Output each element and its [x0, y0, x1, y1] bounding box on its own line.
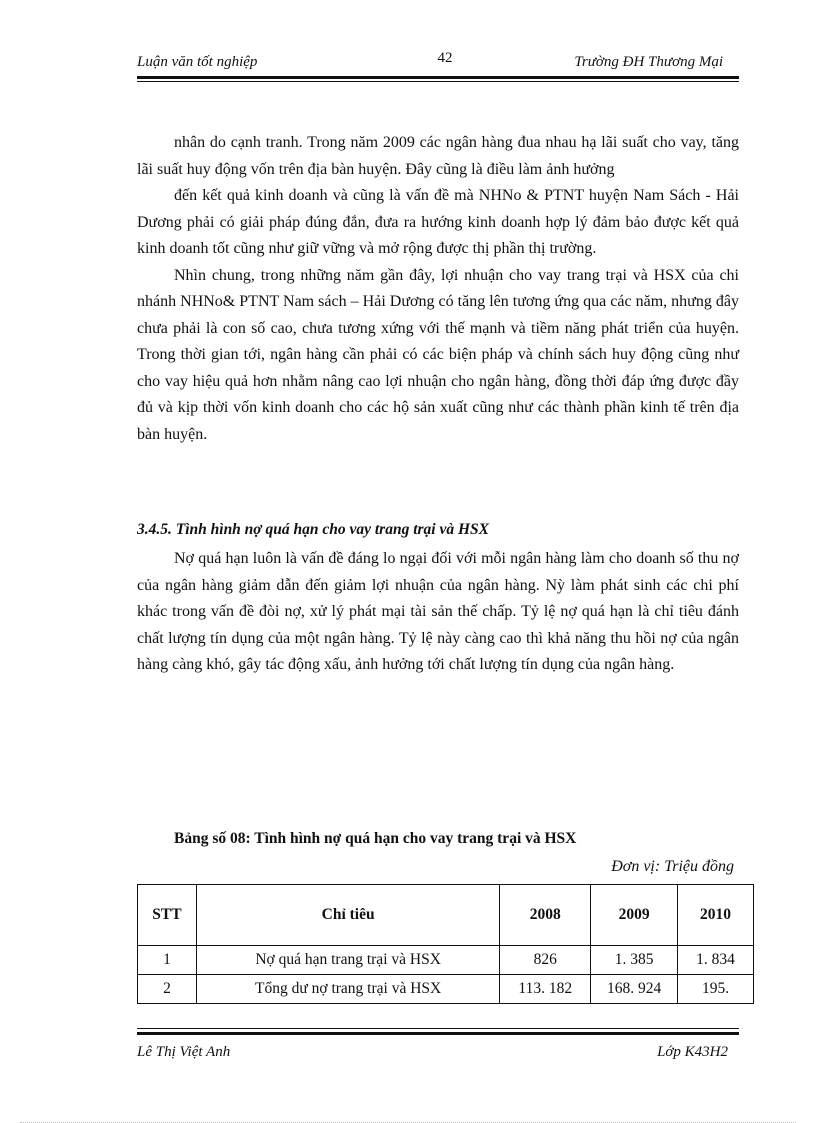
body-text-block — [137, 130, 739, 448]
table-cell: 2 — [138, 975, 197, 1004]
table-cell: Tổng dư nợ trang trại và HSX — [196, 975, 499, 1004]
column-header: 2009 — [591, 885, 678, 946]
footer-rule-thick — [137, 1032, 739, 1035]
table-cell: 826 — [500, 946, 591, 975]
data-table — [137, 884, 754, 1004]
table-header-row — [138, 885, 754, 946]
table-cell: 1. 385 — [591, 946, 678, 975]
table-caption: Bảng số 08: Tình hình nợ quá hạn cho vay trang trại và HSX — [174, 830, 577, 847]
column-header: 2008 — [500, 885, 591, 946]
column-header: STT — [138, 885, 197, 946]
paragraph-3: Nhìn chung, trong những năm gần đây, lợi nhuận cho vay trang trại và HSX của chi nhánh NHNo& PTNT Nam sách – Hải Dương có tăng lên tương ứng qua các năm, nhưng đây chưa phải là con số cao, chưa tương xứng với thế mạnh và tiềm năng phát triển của huyện. Trong thời gian tới, ngân hàng cần phải có các biện pháp và chính sách huy động cũng như cho vay hiệu quả hơn nhằm nâng cao lợi nhuận cho ngân hàng, đồng thời đáp ứng được đầy đủ và kịp thời vốn kinh doanh cho các hộ sản xuất cũng như các thành phần kinh tế trên địa bàn huyện. — [137, 266, 739, 443]
table-row — [138, 975, 754, 1004]
body-text-block-2 — [137, 546, 739, 679]
page-number: 42 — [437, 50, 453, 66]
header-rule-thin — [137, 81, 739, 82]
footer-class: Lớp K43H2 — [657, 1044, 728, 1060]
section-heading: 3.4.5. Tình hình nợ quá hạn cho vay trang trại và HSX — [137, 521, 489, 538]
column-header: 2010 — [678, 885, 754, 946]
table-row — [138, 946, 754, 975]
header-rule-thick — [137, 76, 739, 79]
header-right-title: Trường ĐH Thương Mại — [574, 54, 723, 70]
table-cell: 1. 834 — [678, 946, 754, 975]
footer-rule-thin — [137, 1028, 739, 1029]
table-cell: 168. 924 — [591, 975, 678, 1004]
table-cell: 195. — [678, 975, 754, 1004]
paragraph-2: đến kết quả kinh doanh và cũng là vấn đề mà NHNo & PTNT huyện Nam Sách - Hải Dương phải có giải pháp đúng đắn, đưa ra hướng kinh doanh hợp lý đảm bảo được kết quả kinh doanh tốt cũng như giữ vững và mở rộng được thị phần thị trường. — [137, 187, 739, 257]
table-cell: 1 — [138, 946, 197, 975]
table-unit-note: Đơn vị: Triệu đồng — [611, 858, 734, 875]
paragraph-1: nhân do cạnh tranh. Trong năm 2009 các ngân hàng đua nhau hạ lãi suất cho vay, tăng lãi suất huy động vốn trên địa bàn huyện. Đây cũng là điều làm ảnh hưởng — [137, 134, 739, 178]
table-cell: 113. 182 — [500, 975, 591, 1004]
footer-author: Lê Thị Việt Anh — [137, 1044, 231, 1060]
paragraph-4: Nợ quá hạn luôn là vấn đề đáng lo ngại đối với mỗi ngân hàng làm cho doanh số thu nợ của ngân hàng giảm dẫn đến giảm lợi nhuận của ngân hàng. Nỳ làm phát sinh các chi phí khác trong vấn đề đòi nợ, xử lý phát mại tài sản thế chấp. Tỷ lệ nợ quá hạn là chỉ tiêu đánh chất lượng tín dụng của một ngân hàng. Tỷ lệ này càng cao thì khả năng thu hồi nợ của ngân hàng càng khó, gây tác động xấu, ảnh hưởng tới chất lượng tín dụng của ngân hàng. — [137, 550, 739, 673]
header-left-title: Luận văn tốt nghiệp — [137, 54, 258, 70]
column-header: Chỉ tiêu — [196, 885, 499, 946]
table-cell: Nợ quá hạn trang trại và HSX — [196, 946, 499, 975]
